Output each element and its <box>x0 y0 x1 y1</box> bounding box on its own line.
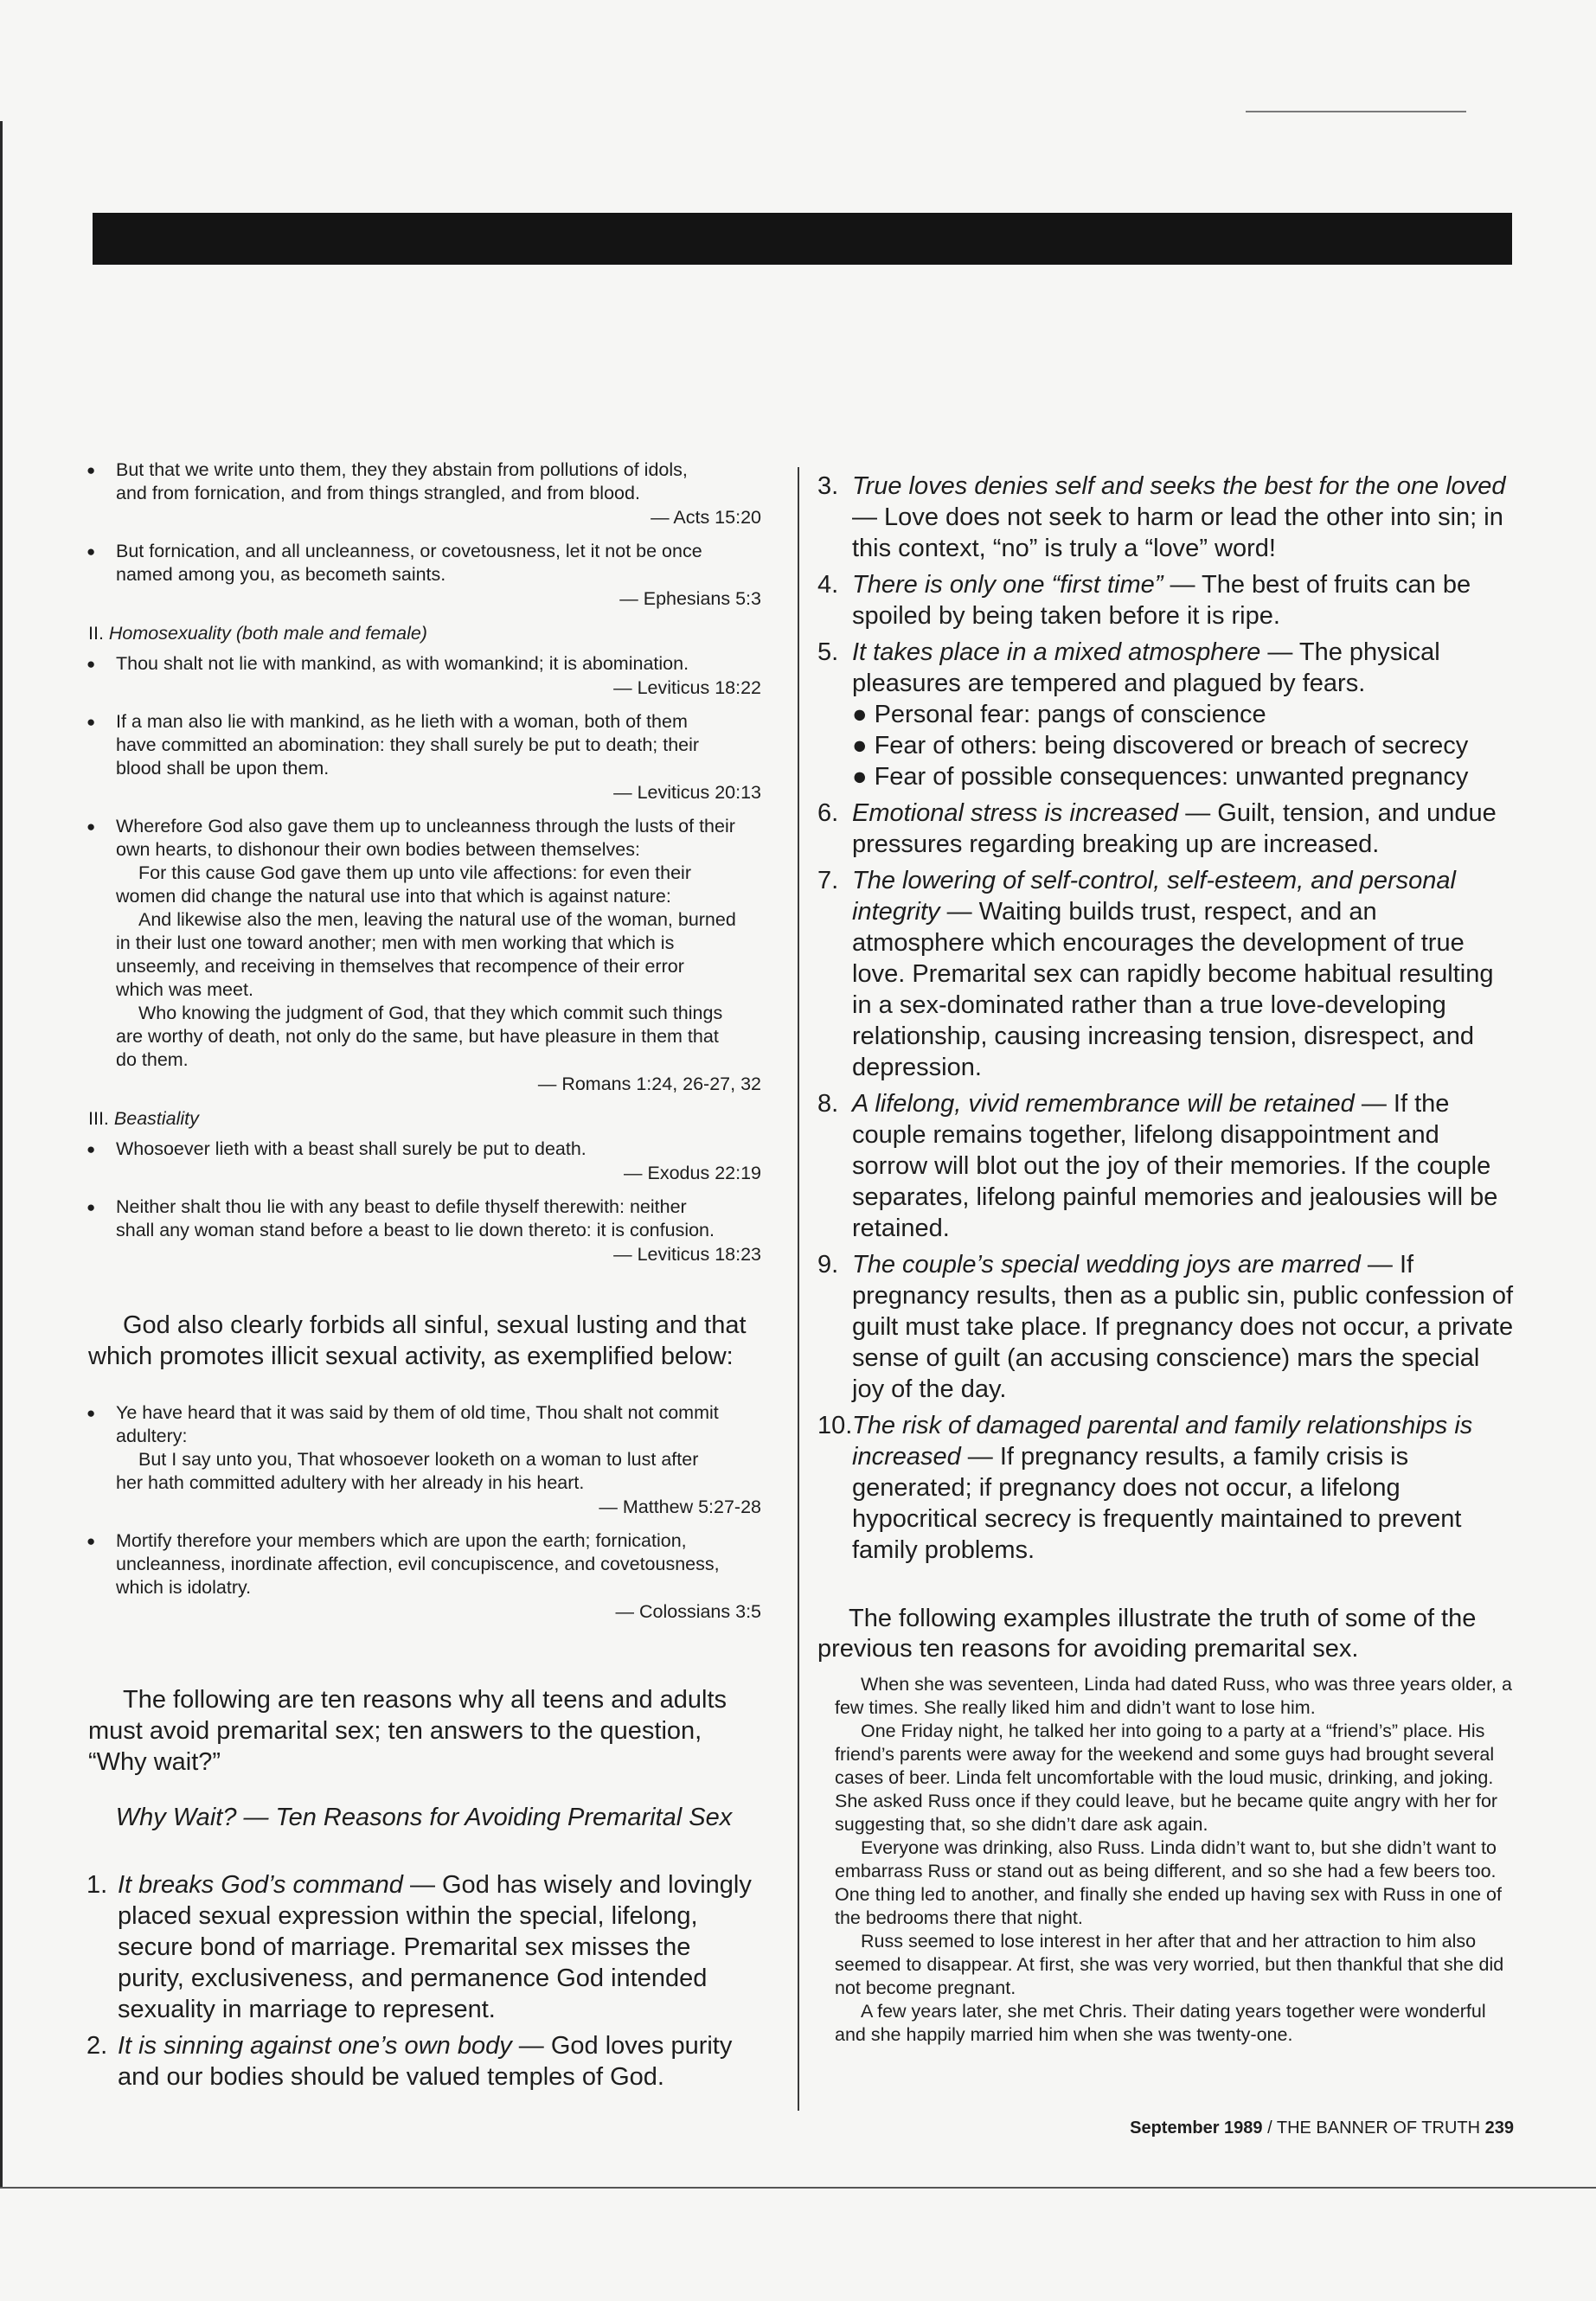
linda-story <box>817 1673 1514 2047</box>
page-edge-line <box>0 121 3 2189</box>
story-paragraph: One Friday night, he talked her into going to a party at a “friend’s” place. His friend’s parents were away for the weekend and some guys had brought several cases of beer. Linda felt uncomfortable with the loud music, drinking, and joking. She asked Russ once if they could leave, but he became quite angry with her for suggesting that, so she didn’t dare ask again. <box>835 1721 1498 1835</box>
reason-title: A lifelong, vivid remembrance will be retained <box>852 1090 1355 1118</box>
reason-title: Emotional stress is increased <box>852 799 1179 827</box>
reason-text: — The physical pleasures are tempered and plagued by fears. <box>852 638 1440 697</box>
verse-line: shall any woman stand before a beast to lie down thereto: it is confusion. <box>116 1220 715 1240</box>
reason-item <box>817 1249 1514 1405</box>
verse-line: And likewise also the men, leaving the natural use of the woman, burned <box>138 909 736 930</box>
verse-line: do them. <box>116 1049 189 1070</box>
verse-leviticus-20-13 <box>87 710 761 804</box>
verse-line: uncleanness, inordinate affection, evil concupiscence, and covetousness, <box>116 1554 720 1574</box>
verse-line: ● Wherefore God also gave them up to uncleanness through the lusts of their <box>116 816 735 836</box>
verse-citation: — Leviticus 18:22 <box>613 677 761 698</box>
section-heading-homosexuality <box>88 621 761 645</box>
reason-number: 2. <box>87 2032 108 2060</box>
reason-text: — The best of fruits can be spoiled by being taken before it is ripe. <box>852 571 1471 630</box>
reason-text: — Guilt, tension, and undue pressures regarding breaking up are increased. <box>852 799 1497 858</box>
verse-line: women did change the natural use into that which is against nature: <box>116 886 671 907</box>
reason-title: There is only one “first time” <box>852 571 1163 599</box>
verse-exodus <box>87 1138 761 1185</box>
verse-citation: — Exodus 22:19 <box>624 1163 761 1183</box>
verse-line: ● But that we write unto them, they they abstain from pollutions of idols, <box>116 459 688 480</box>
right-column <box>817 471 1514 2047</box>
verse-line: which is idolatry. <box>116 1577 252 1598</box>
reason-item <box>817 1088 1514 1244</box>
header-banner <box>93 213 1512 265</box>
verse-line: and from fornication, and from things strangled, and from blood. <box>116 483 640 503</box>
story-paragraph: A few years later, she met Chris. Their dating years together were wonderful and she happily married him when she was twenty-one. <box>835 2001 1486 2045</box>
verse-matthew <box>87 1401 761 1519</box>
fear-bullet: ● Personal fear: pangs of conscience <box>852 701 1266 728</box>
examples-intro: The following examples illustrate the truth of some of the previous ten reasons for avoiding premarital sex. <box>817 1605 1477 1663</box>
reason-item <box>817 1410 1514 1566</box>
footer-separator: / <box>1262 2118 1277 2138</box>
verse-line: her hath committed adultery with her already in his heart. <box>116 1472 585 1493</box>
heading-text: Homosexuality (both male and female) <box>108 623 427 644</box>
verse-line: have committed an abomination: they shall surely be put to death; their <box>116 734 700 755</box>
reason-number: 7. <box>817 867 839 894</box>
page-number: 239 <box>1484 2118 1514 2138</box>
footer-date: September 1989 <box>1130 2118 1263 2138</box>
verse-citation: — Ephesians 5:3 <box>619 588 761 609</box>
verse-leviticus-18-23 <box>87 1195 761 1266</box>
verse-citation: — Leviticus 18:23 <box>613 1244 761 1265</box>
verse-line: ● But fornication, and all uncleanness, or covetousness, let it not be once <box>116 541 702 561</box>
verse-acts <box>87 458 761 529</box>
reason-number: 10. <box>817 1412 853 1439</box>
section-heading-beastiality <box>88 1106 761 1131</box>
verse-citation: — Colossians 3:5 <box>615 1601 761 1622</box>
reason-text: — God loves purity and our bodies should be valued temples of God. <box>118 2032 733 2091</box>
verse-citation: — Matthew 5:27-28 <box>599 1497 761 1517</box>
reason-number: 9. <box>817 1251 839 1279</box>
verse-line: ● Neither shalt thou lie with any beast to defile thyself therewith: neither <box>116 1196 687 1217</box>
column-divider <box>798 467 799 2111</box>
verse-leviticus-18-22 <box>87 652 761 700</box>
story-paragraph: Everyone was drinking, also Russ. Linda didn’t want to, but she didn’t want to embarrass Russ or stand out as being different, and so she had a few beers too. One thing led to another, and finally she ended up having sex with Russ in one of the bedrooms there that night. <box>835 1837 1502 1928</box>
reason-text: — Love does not seek to harm or lead the other into sin; in this context, “no” is truly a “love” word! <box>852 503 1503 562</box>
verse-line: which was meet. <box>116 979 253 1000</box>
fear-bullet-text: Fear of possible consequences: unwanted pregnancy <box>874 763 1469 791</box>
verse-line: blood shall be upon them. <box>116 758 330 779</box>
reason-text: — If the couple remains together, lifelong disappointment and sorrow will blot out the joy of their memories. If the couple separates, lifelong painful memories and jealousies will be retained. <box>852 1090 1498 1242</box>
verse-line: are worthy of death, not only do the same, but have pleasure in them that <box>116 1026 719 1047</box>
verse-line: unseemly, and receiving in themselves that recompence of their error <box>116 956 684 977</box>
reasons-subtitle: Why Wait? — Ten Reasons for Avoiding Premarital Sex <box>115 1804 733 1831</box>
reason-item <box>817 471 1514 564</box>
verse-line: ● Mortify therefore your members which are upon the earth; fornication, <box>116 1530 687 1551</box>
reason-item <box>817 865 1514 1083</box>
reason-text: — If pregnancy results, a family crisis is generated; if pregnancy does not occur, a lifelong hypocritical secrecy is frequently maintained to prevent family problems. <box>852 1443 1462 1564</box>
reason-title: It is sinning against one’s own body <box>118 2032 512 2060</box>
verse-line: ● Ye have heard that it was said by them of old time, Thou shalt not commit <box>116 1402 719 1423</box>
verse-line: ● Thou shalt not lie with mankind, as with womankind; it is abomination. <box>116 653 689 674</box>
fear-bullet-text: Personal fear: pangs of conscience <box>874 701 1266 728</box>
verse-ephesians <box>87 540 761 611</box>
reason-number: 4. <box>817 571 839 599</box>
reason-number: 6. <box>817 799 839 827</box>
verse-line: named among you, as becometh saints. <box>116 564 446 585</box>
page-footer <box>1107 2118 1514 2138</box>
reason-number: 1. <box>87 1871 108 1899</box>
fear-bullet-text: Fear of others: being discovered or breach of secrecy <box>874 732 1469 760</box>
footer-publication: THE BANNER OF TRUTH <box>1276 2118 1481 2138</box>
verse-line: ● If a man also lie with mankind, as he lieth with a woman, both of them <box>116 711 688 732</box>
verse-line: in their lust one toward another; men with men working that which is <box>116 933 675 953</box>
heading-text: Beastiality <box>113 1108 199 1129</box>
reason-title: The risk of damaged parental and family relationships is increased <box>852 1412 1473 1471</box>
verse-line: Who knowing the judgment of God, that they which commit such things <box>138 1003 723 1023</box>
reason-number: 8. <box>817 1090 839 1118</box>
reason-item <box>817 569 1514 631</box>
reason-text: — If pregnancy results, then as a public sin, public confession of guilt must take place. If pregnancy does not occur, a private sense of guilt (an accusing conscience) mars the special joy of the day. <box>852 1251 1514 1403</box>
fear-bullet: ● Fear of possible consequences: unwanted pregnancy <box>852 763 1469 791</box>
verse-line: adultery: <box>116 1426 188 1446</box>
verse-line: own hearts, to dishonour their own bodies between themselves: <box>116 839 640 860</box>
bottom-rule <box>0 2187 1596 2189</box>
story-paragraph: When she was seventeen, Linda had dated Russ, who was three years older, a few times. She really liked him and didn’t want to lose him. <box>835 1674 1512 1718</box>
fear-bullet: ● Fear of others: being discovered or breach of secrecy <box>852 732 1469 760</box>
reason-title: The lowering of self-control, self-esteem, and personal integrity <box>852 867 1456 926</box>
verse-citation: — Acts 15:20 <box>651 507 761 528</box>
reason-item <box>817 798 1514 860</box>
reason-text: — God has wisely and lovingly placed sexual expression within the special, lifelong, secure bond of marriage. Premarital sex misses the purity, exclusiveness, and permanence God intended sexuality in marriage to represent. <box>118 1871 752 2023</box>
verse-line: But I say unto you, That whosoever looketh on a woman to lust after <box>138 1449 699 1470</box>
intro-reasons-paragraph: The following are ten reasons why all teens and adults must avoid premarital sex; ten answers to the question, “Why wait?” <box>88 1686 727 1776</box>
reason-item <box>87 1869 761 2025</box>
reason-title: It takes place in a mixed atmosphere <box>852 638 1261 666</box>
reason-item <box>87 2030 761 2093</box>
top-rule <box>1246 111 1466 112</box>
reason-title: It breaks God’s command <box>118 1871 403 1899</box>
intro-lusting-paragraph: God also clearly forbids all sinful, sexual lusting and that which promotes illicit sexual activity, as exemplified below: <box>88 1311 747 1370</box>
heading-numeral: III. <box>88 1108 109 1129</box>
verse-citation: — Leviticus 20:13 <box>613 782 761 803</box>
verse-line: For this cause God gave them up unto vile affections: for even their <box>138 862 691 883</box>
reason-title: The couple’s special wedding joys are marred <box>852 1251 1361 1279</box>
verse-line: ● Whosoever lieth with a beast shall surely be put to death. <box>116 1138 586 1159</box>
heading-numeral: II. <box>88 623 104 644</box>
reason-item <box>817 637 1514 792</box>
verse-colossians <box>87 1529 761 1624</box>
reason-title: True loves denies self and seeks the best for the one loved <box>852 472 1506 500</box>
story-paragraph: Russ seemed to lose interest in her after that and her attraction to him also seemed to disappear. At first, she was very worried, but then thankful that she did not become pregnant. <box>835 1931 1504 1998</box>
verse-citation: — Romans 1:24, 26-27, 32 <box>537 1074 761 1094</box>
left-column <box>87 458 761 2098</box>
verse-romans <box>87 815 761 1096</box>
reason-text: — Waiting builds trust, respect, and an atmosphere which encourages the development of true love. Premarital sex can rapidly become habitual resulting in a sex-dominated rather than a true love-developing relationship, causing increasing tension, disrespect, and depression. <box>852 898 1494 1081</box>
reason-number: 3. <box>817 472 839 500</box>
reason-number: 5. <box>817 638 839 666</box>
